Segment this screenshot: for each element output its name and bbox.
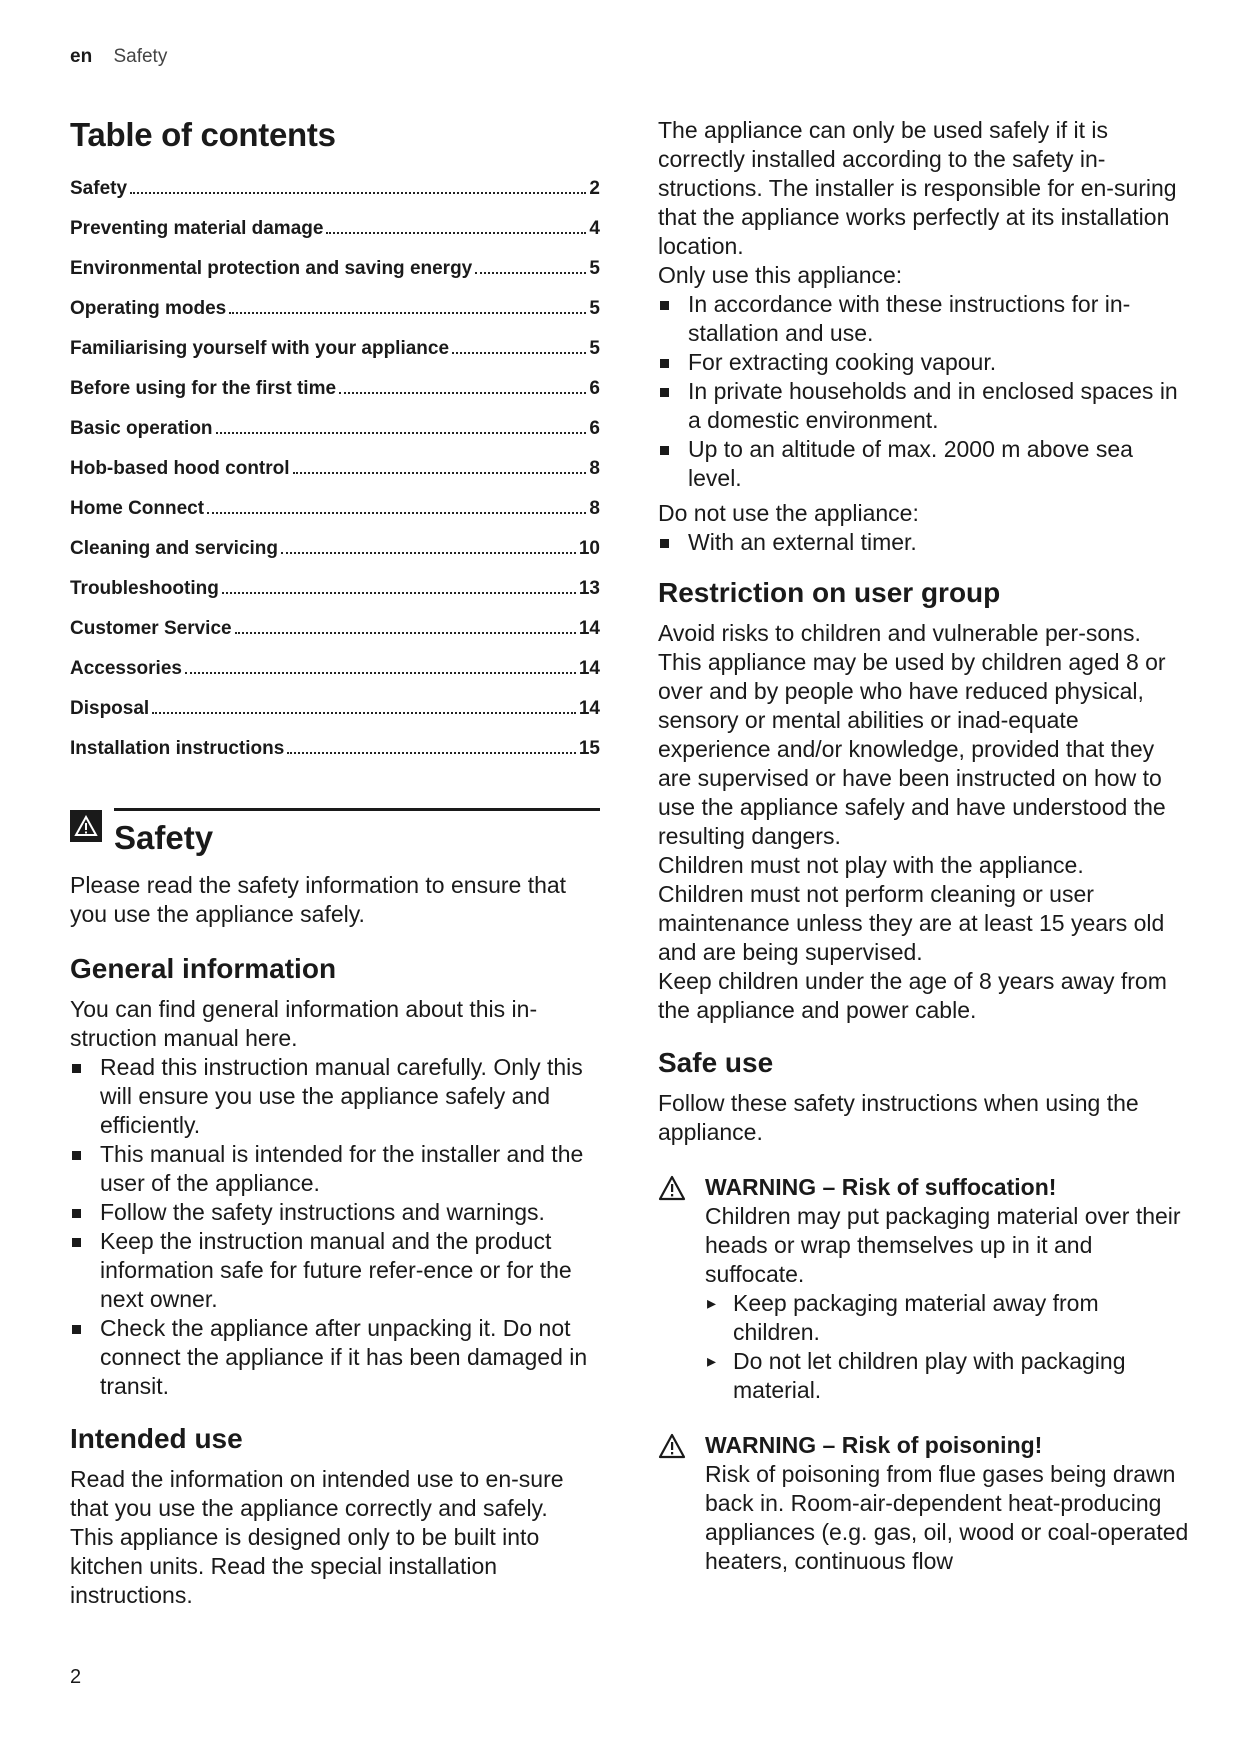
toc-entry-page: 10 [578,538,600,559]
toc-entry-page: 14 [578,658,600,679]
toc-entry-title: Operating modes [70,298,227,319]
toc-leader-dots [475,272,586,274]
list-item: Follow the safety instructions and warnings. [70,1198,600,1227]
toc-entry[interactable] [70,698,600,738]
toc-entry-page: 15 [578,738,600,759]
toc-entry-title: Preventing material damage [70,218,324,239]
toc-entry[interactable] [70,298,600,338]
warning-text: Children may put packaging material over their heads or wrap themselves up in it and suffocate. [705,1203,1181,1287]
restriction-p5: Keep children under the age of 8 years away from the appliance and power cable. [658,968,1167,1023]
warning-title: WARNING – Risk of suffocation! [705,1174,1057,1200]
toc-entry-title: Environmental protection and saving energy [70,258,473,279]
toc-entry-page: 6 [589,378,600,399]
list-item: With an external timer. [658,528,1190,557]
warning-poisoning [658,1431,1190,1576]
right-column [658,116,1190,1576]
toc-entry-page: 13 [578,578,600,599]
toc-leader-dots [287,752,576,754]
toc-leader-dots [326,232,586,234]
toc-leader-dots [130,192,586,194]
toc-leader-dots [339,392,586,394]
warning-triangle-icon [658,1175,686,1201]
list-item: For extracting cooking vapour. [658,348,1190,377]
toc-entry[interactable] [70,738,600,778]
list-item: This manual is intended for the installer and the user of the appliance. [70,1140,600,1198]
page-header [70,46,167,68]
toc-leader-dots [222,592,576,594]
toc-entry-title: Troubleshooting [70,578,219,599]
general-bullets [70,1053,600,1401]
toc-leader-dots [229,312,586,314]
toc-leader-dots [152,712,576,714]
toc-entry-title: Disposal [70,698,150,719]
header-section: Safety [113,46,168,67]
toc-entry-title: Hob-based hood control [70,458,290,479]
list-item: Check the appliance after unpacking it. Do not connect the appliance if it has been damaged in transit. [70,1314,600,1401]
warning-text: Risk of poisoning from flue gases being drawn back in. Room-air-dependent heat-producing appliances (e.g. gas, oil, wood or coal-operated heaters, continuous flow [705,1461,1189,1574]
restriction-p2: This appliance may be used by children aged 8 or over and by people who have reduced physical, sensory or mental abilities or inad-equate experience and/or knowledge, provided that they are supervised or have been instructed on how to use the appliance safely and have understood the resulting dangers. [658,649,1166,849]
do-not-use-label: Do not use the appliance: [658,500,919,526]
only-use-label: Only use this appliance: [658,262,903,288]
list-item: ▸ Keep packaging material away from children. [705,1289,1190,1347]
intended-use-p2: This appliance is designed only to be built into kitchen units. Read the special installation instructions. [70,1524,540,1608]
toc-leader-dots [216,432,587,434]
warning-triangle-icon [658,1433,686,1459]
language-code: en [70,46,93,67]
toc-leader-dots [207,512,586,514]
toc-entry[interactable] [70,258,600,298]
restriction-p4: Children must not perform cleaning or user maintenance unless they are at least 15 years old and are being supervised. [658,881,1165,965]
toc-entry-title: Basic operation [70,418,213,439]
list-item: Up to an altitude of max. 2000 m above sea level. [658,435,1190,493]
toc-entry[interactable] [70,458,600,498]
toc-leader-dots [293,472,587,474]
page-number: 2 [70,1666,82,1688]
toc-entry-page: 5 [589,258,600,279]
warning-suffocation [658,1173,1190,1405]
toc-entry[interactable] [70,378,600,418]
toc-entry-page: 8 [589,498,600,519]
list-item: ▸ Do not let children play with packaging material. [705,1347,1190,1405]
toc-entry-page: 2 [589,178,600,199]
toc-entry-title: Customer Service [70,618,232,639]
list-item: Read this instruction manual carefully. Only this will ensure you use the appliance safely and efficiently. [70,1053,600,1140]
toc-entry-title: Home Connect [70,498,205,519]
toc-entry[interactable] [70,618,600,658]
intended-use-p1: Read the information on intended use to en-sure that you use the appliance correctly and safely. [70,1466,564,1521]
safety-heading [70,808,600,857]
safe-use-intro: Follow these safety instructions when using the appliance. [658,1090,1139,1145]
toc-entry-title: Accessories [70,658,182,679]
toc-title: Table of contents [70,116,336,153]
toc-entry-page: 14 [578,618,600,639]
toc-entry[interactable] [70,498,600,538]
toc-entry[interactable] [70,538,600,578]
intended-use-title: Intended use [70,1423,243,1454]
restriction-title: Restriction on user group [658,577,1001,608]
toc-entry[interactable] [70,578,600,618]
restriction-p1: Avoid risks to children and vulnerable per-sons. [658,620,1141,646]
toc-entry-title: Installation instructions [70,738,285,759]
list-item: Keep the instruction manual and the product information safe for future refer-ence or for the next owner. [70,1227,600,1314]
toc-entry[interactable] [70,178,600,218]
list-item: In accordance with these instructions for in-stallation and use. [658,290,1190,348]
left-column [70,116,600,1610]
toc-entry[interactable] [70,338,600,378]
do-not-use-list [658,528,1190,557]
toc-leader-dots [281,552,576,554]
toc-list [70,178,600,778]
toc-entry-page: 5 [589,298,600,319]
warning-icon [70,810,102,842]
toc-leader-dots [235,632,576,634]
general-information-title: General information [70,953,337,984]
toc-entry-title: Before using for the first time [70,378,337,399]
safety-title: Safety [114,819,214,856]
toc-entry-page: 14 [578,698,600,719]
safety-intro: Please read the safety information to ensure that you use the appliance safely. [70,872,567,927]
intended-use-p3: The appliance can only be used safely if it is correctly installed according to the safety in-structions. The installer is responsible for en-suring that the appliance works perfectly at its installation location. [658,117,1177,259]
only-use-list [658,290,1190,493]
toc-entry-title: Cleaning and servicing [70,538,278,559]
toc-entry-page: 8 [589,458,600,479]
toc-leader-dots [185,672,576,674]
toc-leader-dots [452,352,586,354]
toc-entry-page: 5 [589,338,600,359]
general-intro: You can find general information about this in-struction manual here. [70,996,538,1051]
toc-entry-title: Familiarising yourself with your appliance [70,338,450,359]
toc-entry-page: 4 [589,218,600,239]
toc-entry-title: Safety [70,178,128,199]
toc-entry[interactable] [70,218,600,258]
warning-title: WARNING – Risk of poisoning! [705,1432,1043,1458]
toc-entry[interactable] [70,658,600,698]
safe-use-title: Safe use [658,1047,774,1078]
toc-entry[interactable] [70,418,600,458]
list-item: In private households and in enclosed spaces in a domestic environment. [658,377,1190,435]
toc-entry-page: 6 [589,418,600,439]
warning-actions [705,1289,1190,1405]
restriction-p3: Children must not play with the appliance. [658,852,1084,878]
